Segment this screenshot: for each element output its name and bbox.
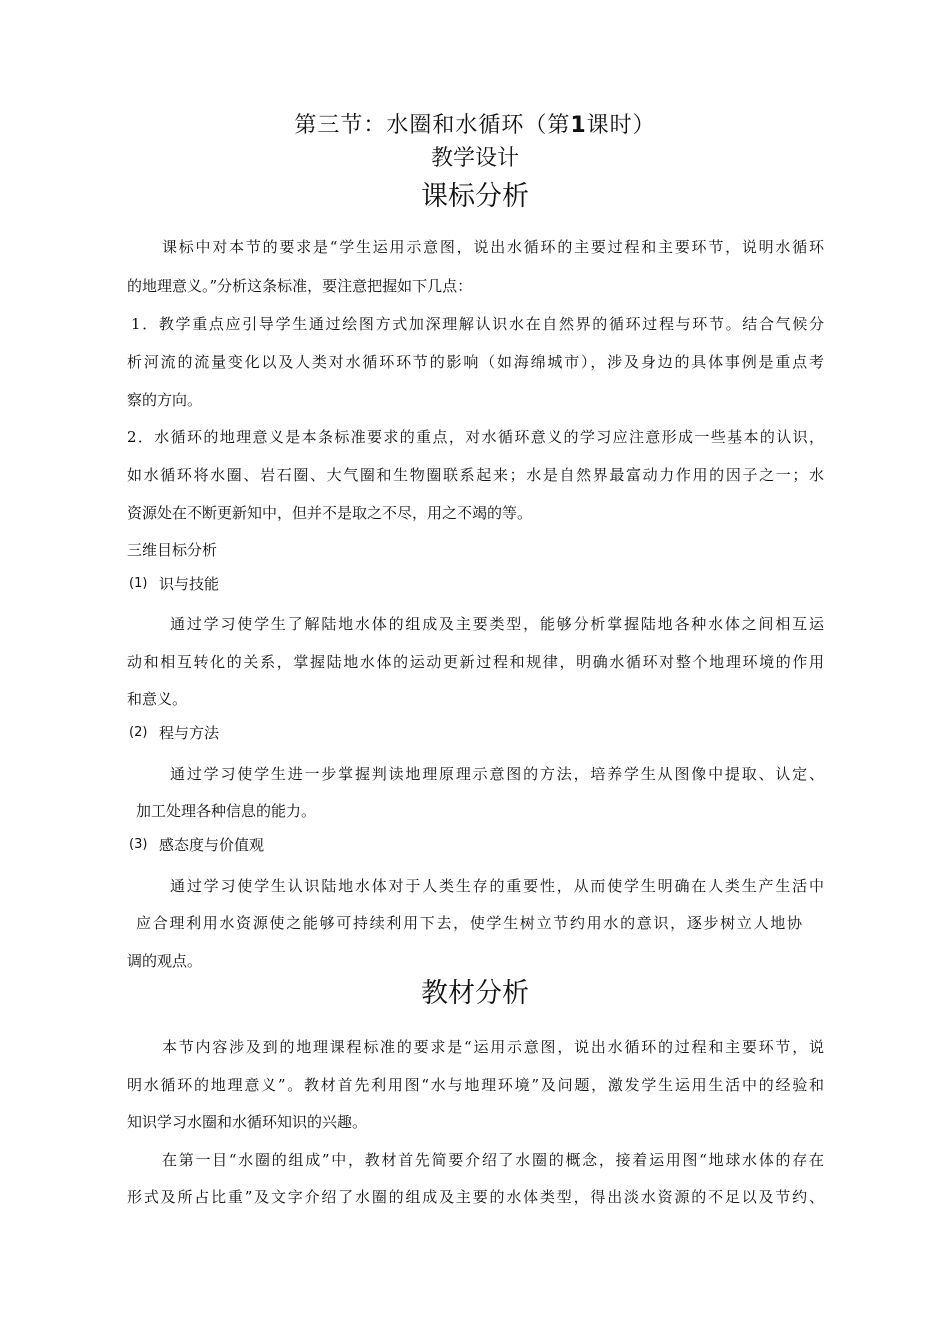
paragraph-line: 明水循环的地理意义”。教材首先利用图“水与地理环境”及问题，激发学生运用生活中的经验和 [127, 1076, 824, 1094]
goal-1-marker: (1) [129, 576, 148, 591]
point-2-line: 如水循环将水圈、岩石圈、大气圈和生物圈联系起来；水是自然界最富动力作用的因子之一；水 [127, 466, 824, 484]
paragraph-line: 的地理意义。”分析这条标准，要注意把握如下几点： [127, 277, 473, 295]
goal-2-label: 程与方法 [159, 724, 220, 742]
title-suffix: 课时） [586, 113, 656, 138]
goal-3-line: 通过学习使学生认识陆地水体对于人类生存的重要性，从而使学生明确在人类生产生活中 [170, 877, 824, 895]
point-1-line: 析河流的流量变化以及人类对水循环环节的影响（如海绵城市），涉及身边的具体事例是重点考 [127, 353, 824, 371]
goal-3-label: 感态度与价值观 [159, 836, 265, 854]
section-heading-jiaocai: 教材分析 [421, 978, 529, 1009]
paragraph-line: 课标中对本节的要求是“学生运用示意图，说出水循环的主要过程和主要环节，说明水循环 [162, 238, 824, 256]
point-1-line: 察的方向。 [127, 391, 203, 409]
document-subtitle: 教学设计 [430, 146, 519, 171]
goal-3-marker: (3) [129, 837, 148, 852]
document-title [0, 110, 950, 142]
paragraph-line: 本节内容涉及到的地理课程标准的要求是“运用示意图，说出水循环的过程和主要环节，说 [162, 1038, 824, 1056]
paragraph-line: 形式及所占比重”及文字介绍了水圈的组成及主要的水体类型，得出淡水资源的不足以及节约、 [127, 1188, 824, 1206]
goal-1-line: 和意义。 [127, 690, 188, 708]
goal-2-line: 加工处理各种信息的能力。 [136, 802, 317, 820]
goal-1-line: 动和相互转化的关系，掌握陆地水体的运动更新过程和规律，明确水循环对整个地理环境的作用 [127, 653, 824, 671]
goal-3-line: 调的观点。 [127, 952, 203, 970]
goal-1-label: 识与技能 [159, 575, 220, 593]
title-prefix: 第三节：水圈和水循环（第 [294, 113, 571, 138]
paragraph-line: 在第一目“水圈的组成”中，教材首先简要介绍了水圈的概念，接着运用图“地球水体的存在 [162, 1151, 824, 1169]
goals-heading: 三维目标分析 [127, 541, 218, 559]
goal-2-marker: (2) [129, 725, 148, 740]
point-1-line: 1．教学重点应引导学生通过绘图方式加深理解认识水在自然界的循环过程与环节。结合气候分 [131, 315, 824, 333]
title-number: 1 [570, 113, 587, 138]
goal-1-line: 通过学习使学生了解陆地水体的组成及主要类型，能够分析掌握陆地各种水体之间相互运 [170, 615, 824, 633]
goal-2-line: 通过学习使学生进一步掌握判读地理原理示意图的方法，培养学生从图像中提取、认定、 [170, 765, 824, 783]
goal-3-line: 应合理利用水资源使之能够可持续利用下去，使学生树立节约用水的意识，逐步树立人地协 [136, 914, 802, 932]
section-heading-kebiao: 课标分析 [421, 181, 529, 212]
paragraph-line: 知识学习水圈和水循环知识的兴趣。 [127, 1113, 368, 1131]
point-2-line: 资源处在不断更新知中，但并不是取之不尽，用之不竭的等。 [127, 504, 533, 522]
point-2-line: 2．水循环的地理意义是本条标准要求的重点，对水循环意义的学习应注意形成一些基本的认识， [127, 428, 824, 446]
